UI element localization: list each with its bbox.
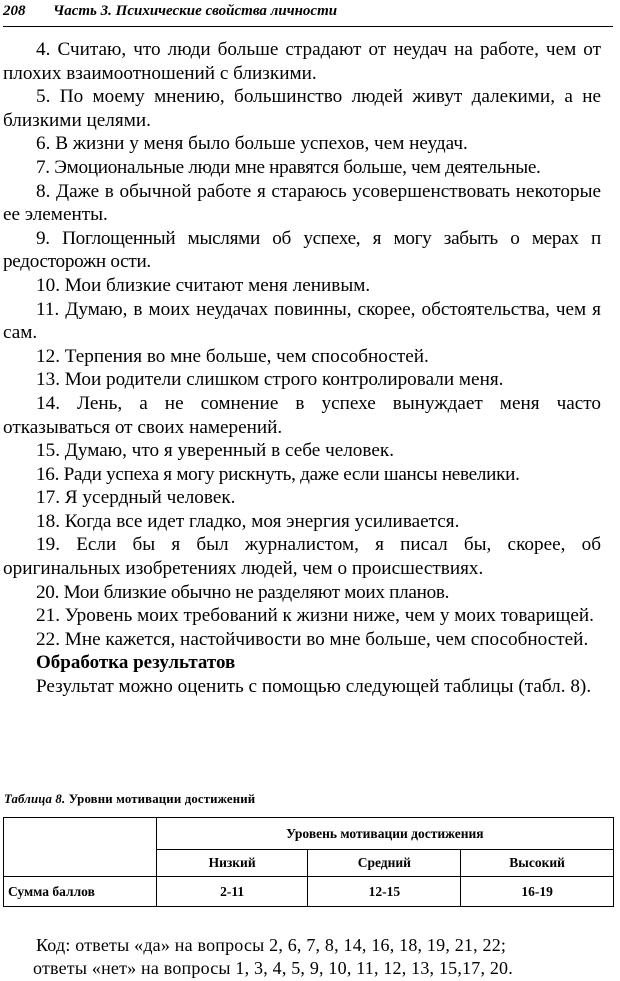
table-caption-text: Уровни мотивации достижений — [68, 792, 256, 806]
table-corner-cell — [4, 818, 157, 877]
list-item: 9. Поглощенный мыслями об успехе, я могу забыть о мерах п редосторожн ости. — [3, 227, 601, 273]
list-item: 4. Считаю, что люди больше страдают от неудач на работе, чем от плохих взаимоотношений с близкими. — [3, 39, 601, 84]
answer-key-yes: Код: ответы «да» на вопросы 2, 6, 7, 8, 14, 16, 18, 19, 21, 22; — [36, 935, 507, 955]
table-column-header: Низкий — [156, 850, 308, 877]
page-header — [3, 0, 613, 27]
motivation-table — [3, 817, 614, 907]
questionnaire-text — [3, 38, 601, 699]
list-item: 19. Если бы я был журналистом, я писал бы, скорее, об оригинальных изобретениях людей, чем о происшествиях. — [3, 534, 601, 580]
list-item: 6. В жизни у меня было больше успехов, чем неудач. — [36, 133, 468, 155]
table-cell: 16-19 — [461, 877, 614, 907]
list-item: 5. По моему мнению, большинство людей живут далекими, а не близкими целями. — [3, 86, 601, 131]
list-item: 10. Мои близкие считают меня ленивым. — [36, 274, 371, 296]
list-item: 21. Уровень моих требований к жизни ниже, чем у моих товарищей. — [36, 605, 594, 627]
table-caption-label: Таблица 8. — [4, 792, 66, 806]
section-heading: Обработка результатов — [36, 652, 236, 674]
list-item: 12. Терпения во мне больше, чем способностей. — [36, 345, 429, 367]
table-group-header: Уровень мотивации достижения — [156, 818, 613, 850]
table-column-header: Высокий — [461, 850, 614, 877]
list-item: 8. Даже в обычной работе я стараюсь усовершенствовать некоторые ее элементы. — [3, 180, 601, 226]
table-column-header: Средний — [308, 850, 461, 877]
list-item: 15. Думаю, что я уверенный в себе человек. — [36, 440, 394, 462]
table-cell: 2-11 — [156, 877, 308, 907]
list-item: 7. Эмоциональные люди мне нравятся больше, чем деятельные. — [36, 156, 541, 178]
answer-key — [33, 934, 614, 980]
section-text: Результат можно оценить с помощью следующей таблицы (табл. 8). — [36, 676, 592, 698]
running-title: Часть 3. Психические свойства личности — [53, 3, 338, 19]
table-cell: 12-15 — [308, 877, 461, 907]
table-caption — [4, 792, 255, 807]
list-item: 16. Ради успеха я могу рискнуть, даже если шансы невелики. — [36, 463, 520, 485]
list-item: 22. Мне кажется, настойчивости во мне больше, чем способностей. — [36, 628, 589, 650]
list-item: 13. Мои родители слишком строго контролировали меня. — [36, 369, 504, 391]
list-item: 17. Я усердный человек. — [36, 487, 236, 509]
list-item: 14. Лень, а не сомнение в успехе вынуждает меня часто отказываться от своих намерений. — [3, 392, 601, 438]
page-number: 208 — [3, 3, 26, 19]
list-item: 18. Когда все идет гладко, моя энергия усиливается. — [36, 510, 460, 532]
list-item: 11. Думаю, в моих неудачах повинны, скорее, обстоятельства, чем я сам. — [3, 298, 601, 344]
list-item: 20. Мои близкие обычно не разделяют моих планов. — [36, 581, 450, 603]
table-row-label: Сумма баллов — [4, 877, 157, 907]
answer-key-no: ответы «нет» на вопросы 1, 3, 4, 5, 9, 10, 11, 12, 13, 15,17, 20. — [33, 958, 513, 978]
